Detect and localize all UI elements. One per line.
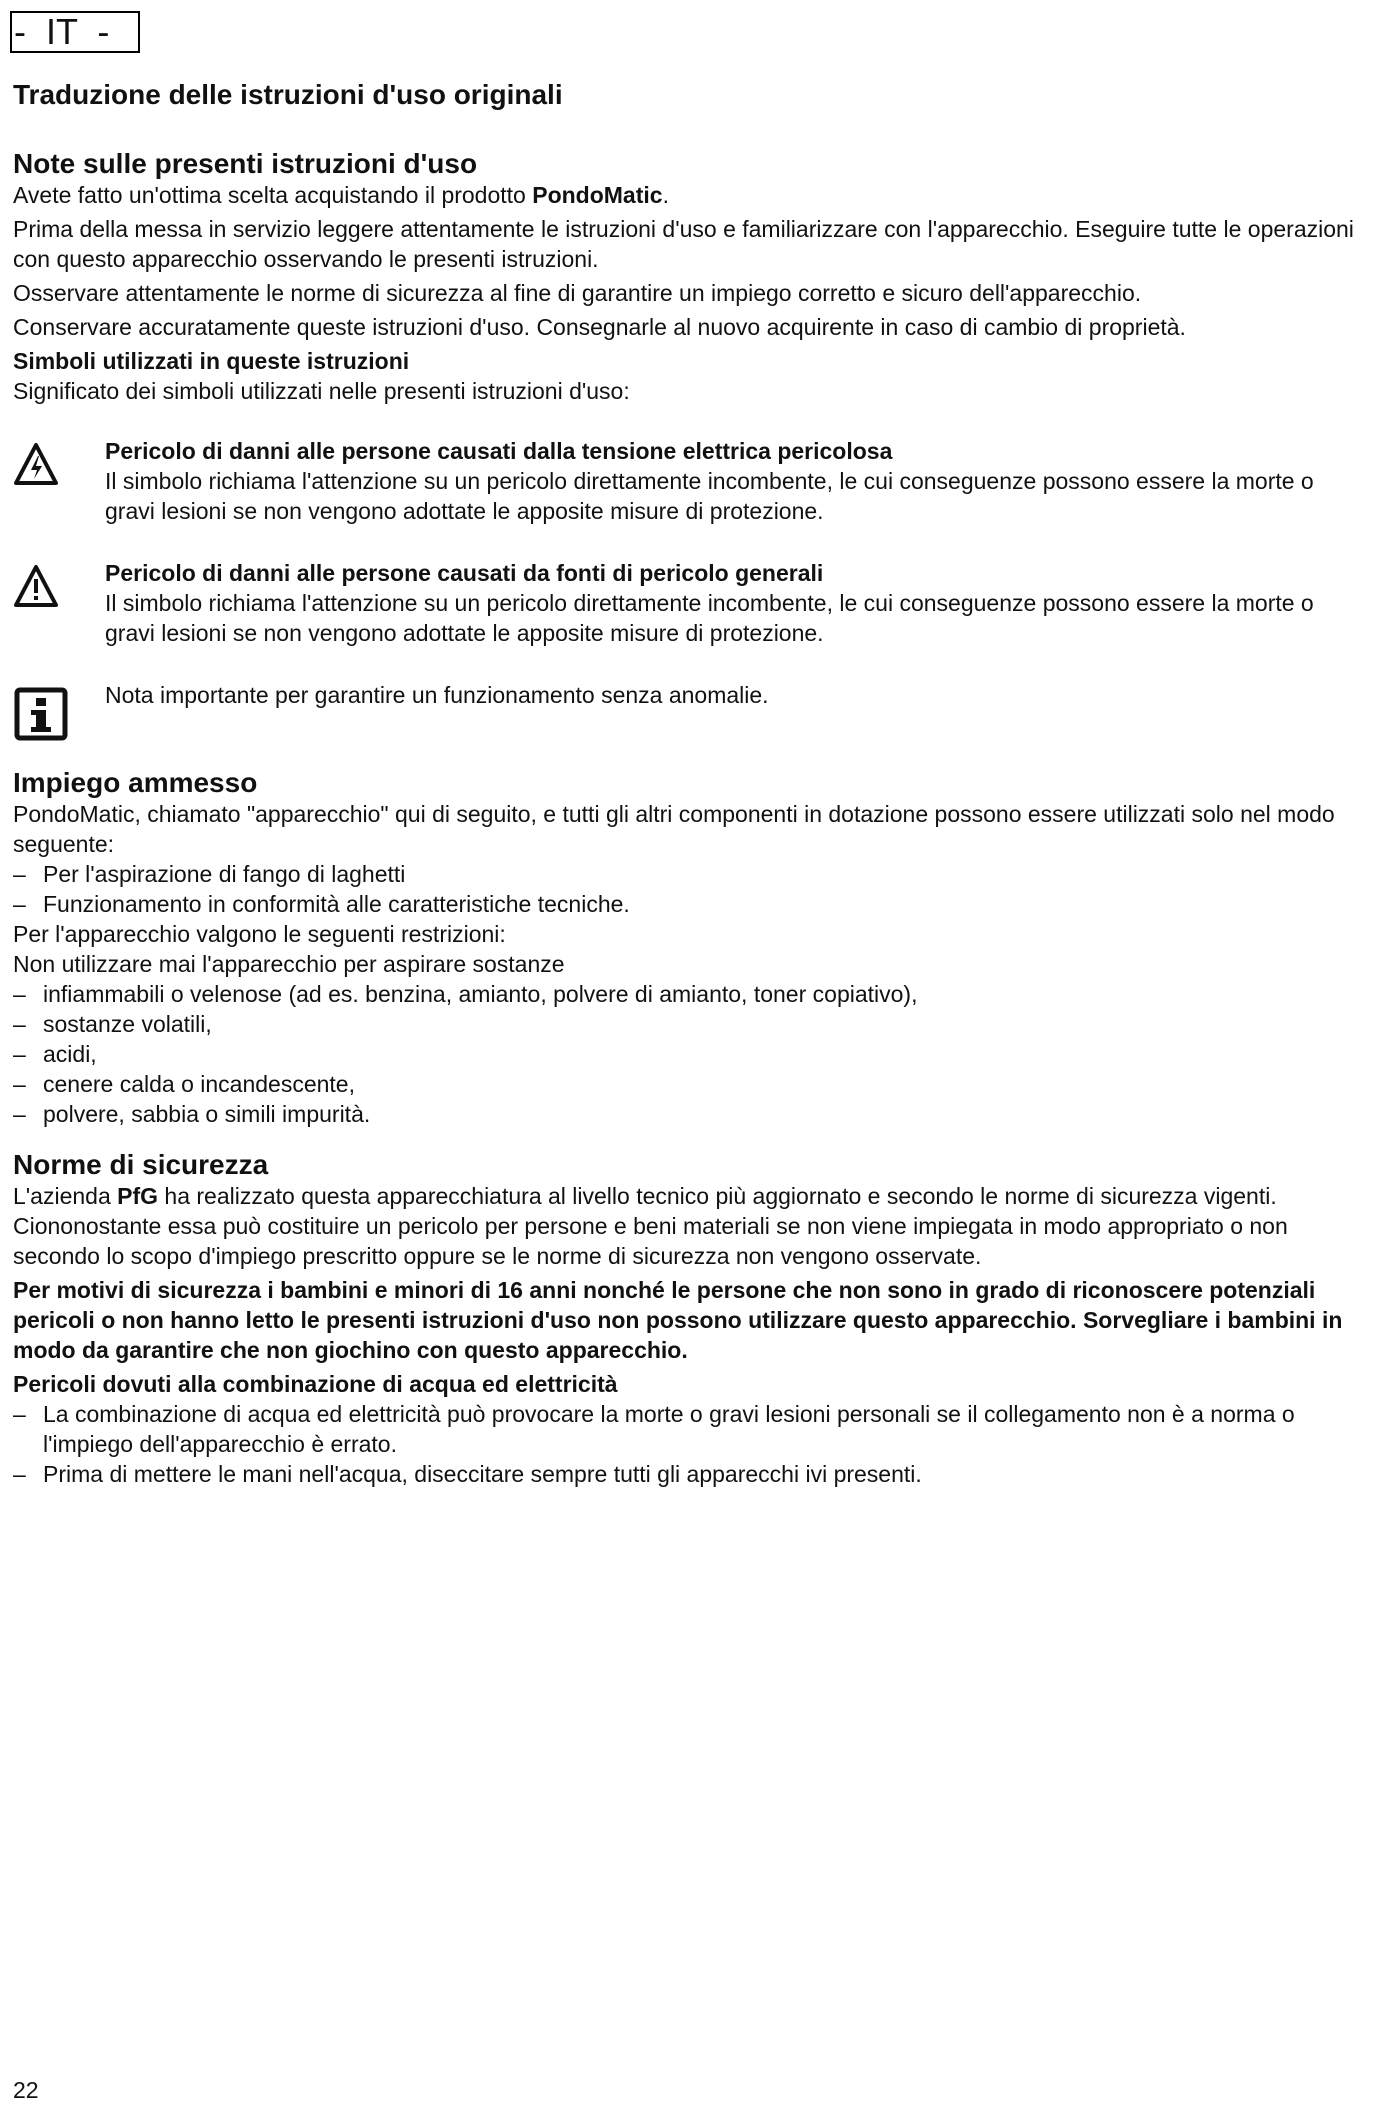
safety-heading: Norme di sicurezza [13,1149,269,1180]
language-badge: - IT - [10,11,140,53]
allowed-use-list [13,859,1365,919]
company-name: PfG [117,1183,159,1209]
symbol-row-info [13,680,1365,747]
document-body [13,78,1365,1489]
product-name: PondoMatic [532,182,663,208]
document-title: Traduzione delle istruzioni d'uso originali [13,79,563,110]
page-number: 22 [13,2077,39,2103]
usage-intro: PondoMatic, chiamato "apparecchio" qui di seguito, e tutti gli altri componenti in dotazione possono essere utilizzati solo nel modo seguente: [13,801,1335,857]
symbol-row-general [13,558,1365,648]
safety-section [13,1149,1365,1489]
list-item: – sostanze volatili, [13,1009,1365,1039]
restrictions-intro: Per l'apparecchio valgono le seguenti restrizioni: [13,921,506,947]
usage-heading: Impiego ammesso [13,767,258,798]
never-use-intro: Non utilizzare mai l'apparecchio per aspirare sostanze [13,951,565,977]
list-item: – cenere calda o incandescente, [13,1069,1365,1099]
safety-prefix: L'azienda [13,1183,118,1209]
forbidden-substances-list [13,979,1365,1129]
notes-paragraph: Conservare accuratamente queste istruzioni d'uso. Consegnarle al nuovo acquirente in caso di cambio di proprietà. [13,314,1186,340]
notes-intro-prefix: Avete fatto un'ottima scelta acquistando il prodotto [13,182,533,208]
safety-warning: Per motivi di sicurezza i bambini e minori di 16 anni nonché le persone che non sono in grado di riconoscere potenziali pericoli o non hanno letto le presenti istruzioni d'uso non possono utilizzare questo apparecchio. Sorvegliare i bambini in modo da garantire che non giochino con questo apparecchio. [13,1277,1343,1363]
notes-section [13,148,1365,342]
symbol-description: Il simbolo richiama l'attenzione su un pericolo direttamente incombente, le cui conseguenze possono essere la morte o gravi lesioni se non vengono adottate le apposite misure di protezione. [105,468,1314,524]
list-item: – polvere, sabbia o simili impurità. [13,1099,1365,1129]
list-item: – Funzionamento in conformità alle caratteristiche tecniche. [13,889,1365,919]
usage-section [13,767,1365,1129]
list-item: – Prima di mettere le mani nell'acqua, diseccitare sempre tutti gli apparecchi ivi presenti. [13,1459,1365,1489]
notes-paragraph: Osservare attentamente le norme di sicurezza al fine di garantire un impiego corretto e sicuro dell'apparecchio. [13,280,1142,306]
notes-intro-suffix: . [662,182,669,208]
water-electricity-heading: Pericoli dovuti alla combinazione di acqua ed elettricità [13,1371,618,1397]
symbol-description: Il simbolo richiama l'attenzione su un pericolo direttamente incombente, le cui conseguenze possono essere la morte o gravi lesioni se non vengono adottate le apposite misure di protezione. [105,590,1314,646]
general-hazard-icon [13,558,105,613]
list-item: – infiammabili o velenose (ad es. benzina, amianto, polvere di amianto, toner copiativo), [13,979,1365,1009]
symbol-row-electric [13,436,1365,526]
symbol-title: Pericolo di danni alle persone causati da fonti di pericolo generali [105,560,824,586]
symbol-title: Pericolo di danni alle persone causati dalla tensione elettrica pericolosa [105,438,893,464]
electric-hazard-icon [13,436,105,491]
list-item: – acidi, [13,1039,1365,1069]
symbols-heading: Simboli utilizzati in queste istruzioni [13,348,410,374]
notes-heading: Note sulle presenti istruzioni d'uso [13,148,478,179]
notes-paragraph: Prima della messa in servizio leggere attentamente le istruzioni d'uso e familiarizzare con l'apparecchio. Eseguire tutte le operazioni con questo apparecchio osservando le presenti istruzioni. [13,216,1354,272]
symbol-description: Nota importante per garantire un funzionamento senza anomalie. [105,682,769,708]
list-item: – La combinazione di acqua ed elettricità può provocare la morte o gravi lesioni personali se il collegamento non è a norma o l'impiego dell'apparecchio è errato. [13,1399,1365,1459]
symbols-intro: Significato dei simboli utilizzati nelle presenti istruzioni d'uso: [13,378,630,404]
list-item: – Per l'aspirazione di fango di laghetti [13,859,1365,889]
notes-intro [13,180,1365,210]
info-icon [13,680,105,747]
safety-suffix: ha realizzato questa apparecchiatura al livello tecnico più aggiornato e secondo le norme di sicurezza vigenti. Ciononostante essa può costituire un pericolo per persone e beni materiali se non viene impiegata in modo appropriato o non secondo lo scopo d'impiego prescritto oppure se le norme di sicurezza non vengono osservate. [13,1183,1288,1269]
symbols-section [13,346,1365,747]
water-electricity-list [13,1399,1365,1489]
safety-paragraph [13,1181,1365,1271]
